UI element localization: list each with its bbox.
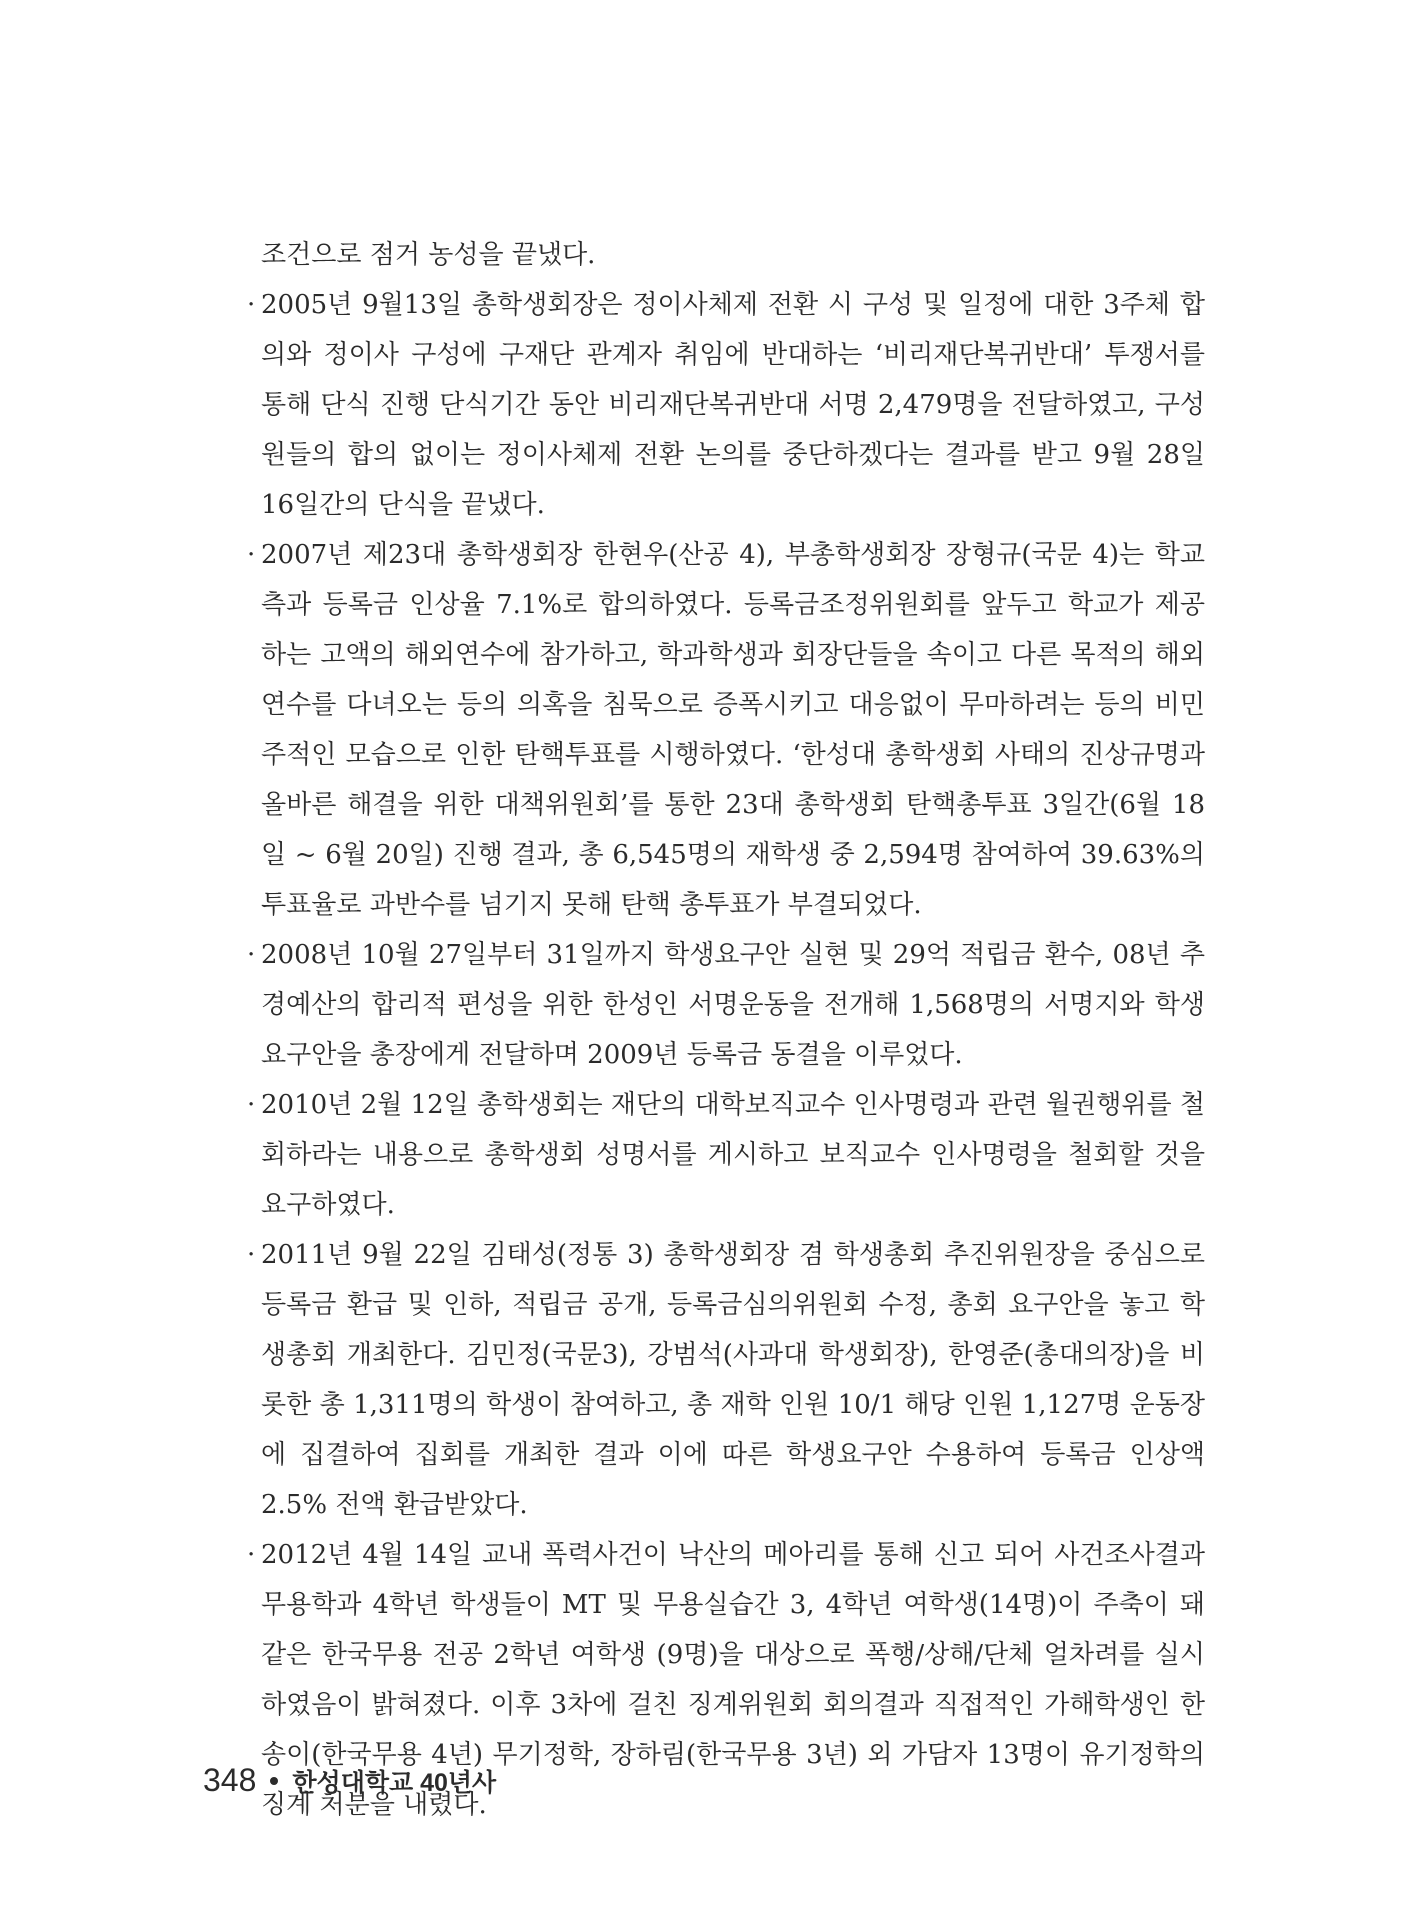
intro-paragraph: 조건으로 점거 농성을 끝냈다. — [261, 240, 596, 270]
bullet-mark: · — [247, 1090, 256, 1120]
bullet-mark: · — [247, 1240, 256, 1270]
list-item-text: 2011년 9월 22일 김태성(정통 3) 총학생회장 겸 학생총회 추진위원장을 중심으로 등록금 환급 및 인하, 적립금 공개, 등록금심의위원회 수정, 총회 요구안을 놓고 학생총회 개최한다. 김민정(국문3), 강범석(사과대 학생회장), 한영준(총대의장)을 비롯한 총 1,311명의 학생이 참여하고, 총 재학 인원 10/1 해당 인원 1,127명 운동장에 집결하여 집회를 개최한 결과 이에 따른 학생요구안 수용하여 등록금 인상액 2.5% 전액 환급받았다. — [261, 1240, 1205, 1520]
list-item-text: 2010년 2월 12일 총학생회는 재단의 대학보직교수 인사명령과 관련 월권행위를 철회하라는 내용으로 총학생회 성명서를 게시하고 보직교수 인사명령을 철회할 것을 요구하였다. — [261, 1090, 1205, 1220]
bullet-mark: · — [247, 290, 256, 320]
list-item-text: 2012년 4월 14일 교내 폭력사건이 낙산의 메아리를 통해 신고 되어 사건조사결과 무용학과 4학년 학생들이 MT 및 무용실습간 3, 4학년 여학생(14명)이 주축이 돼 같은 한국무용 전공 2학년 여학생 (9명)을 대상으로 폭행/상해/단체 얼차려를 실시하였음이 밝혀졌다. 이후 3차에 걸친 징계위원회 회의결과 직접적인 가해학생인 한송이(한국무용 4년) 무기정학, 장하림(한국무용 3년) 외 가담자 13명이 유기정학의 징계 처분을 내렸다. — [261, 1540, 1205, 1820]
running-footer-title: 한성대학교 40년사 — [292, 1769, 497, 1797]
bullet-mark: · — [247, 940, 256, 970]
page-body — [249, 230, 1205, 1830]
bullet-mark: · — [247, 1540, 256, 1570]
list-item-2005 — [249, 280, 1205, 530]
list-item-2007 — [249, 530, 1205, 930]
page-number: 348 — [203, 1762, 257, 1798]
list-item-text: 2008년 10월 27일부터 31일까지 학생요구안 실현 및 29억 적립금 환수, 08년 추경예산의 합리적 편성을 위한 한성인 서명운동을 전개해 1,568명의 서명지와 학생요구안을 총장에게 전달하며 2009년 등록금 동결을 이루었다. — [261, 940, 1205, 1070]
page-footer — [203, 1762, 496, 1799]
list-item-2008 — [249, 930, 1205, 1080]
list-item-2010 — [249, 1080, 1205, 1230]
list-item-2011 — [249, 1230, 1205, 1530]
list-item-text: 2005년 9월13일 총학생회장은 정이사체제 전환 시 구성 및 일정에 대한 3주체 합의와 정이사 구성에 구재단 관계자 취임에 반대하는 ‘비리재단복귀반대’ 투쟁서를 통해 단식 진행 단식기간 동안 비리재단복귀반대 서명 2,479명을 전달하였고, 구성원들의 합의 없이는 정이사체제 전환 논의를 중단하겠다는 결과를 받고 9월 28일 16일간의 단식을 끝냈다. — [261, 290, 1205, 520]
list-item-text: 2007년 제23대 총학생회장 한현우(산공 4), 부총학생회장 장형규(국문 4)는 학교측과 등록금 인상율 7.1%로 합의하였다. 등록금조정위원회를 앞두고 학교가 제공하는 고액의 해외연수에 참가하고, 학과학생과 회장단들을 속이고 다른 목적의 해외연수를 다녀오는 등의 의혹을 침묵으로 증폭시키고 대응없이 무마하려는 등의 비민주적인 모습으로 인한 탄핵투표를 시행하였다. ‘한성대 총학생회 사태의 진상규명과 올바른 해결을 위한 대책위원회’를 통한 23대 총학생회 탄핵총투표 3일간(6월 18일 ~ 6월 20일) 진행 결과, 총 6,545명의 재학생 중 2,594명 참여하여 39.63%의 투표율로 과반수를 넘기지 못해 탄핵 총투표가 부결되었다. — [261, 540, 1205, 920]
footer-separator-dot — [270, 1777, 278, 1785]
bullet-mark: · — [247, 540, 256, 570]
